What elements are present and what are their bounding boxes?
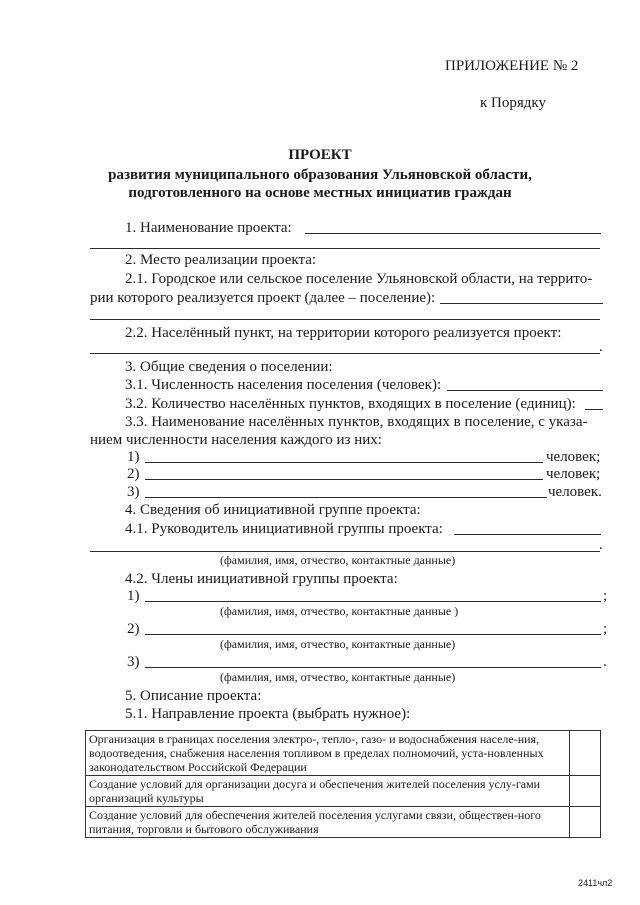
locality-line-end: .	[599, 339, 603, 355]
section-4-2-label: 4.2. Члены инициативной группы проекта:	[125, 571, 398, 587]
section-3-1-label: 3.1. Численность населения поселения (человек):	[125, 377, 442, 393]
section-4-label: 4. Сведения об инициативной группе проекта:	[125, 502, 421, 518]
member-item-line	[145, 667, 601, 668]
project-title: ПРОЕКТ	[288, 147, 352, 163]
locality-line	[90, 353, 600, 354]
direction-row	[86, 731, 601, 776]
member-hint: (фамилия, имя, отчество, контактные данные)	[220, 637, 456, 651]
project-subtitle-line2: подготовленного на основе местных инициатив граждан	[128, 185, 512, 201]
leader-hint: (фамилия, имя, отчество, контактные данные)	[220, 553, 456, 567]
direction-text: Создание условий для обеспечения жителей поселения услугами связи, обществен-ного питания, торговли и бытового обслуживания	[86, 807, 570, 838]
population-line	[447, 390, 603, 391]
leader-line-end: .	[599, 537, 603, 553]
settlement-item-unit: человек;	[546, 466, 601, 482]
settlement-item-line	[145, 462, 543, 463]
direction-text: Организация в границах поселения электро-, тепло-, газо- и водоснабжения населе-ния, водоотведения, снабжения населения топливом в пределах полномочий, уста-новленных законодательством Российской Федерации	[86, 731, 570, 776]
document-code: 2411чл2	[578, 878, 613, 888]
settlement-line-2	[90, 319, 600, 320]
section-1-label: 1. Наименование проекта:	[125, 220, 292, 236]
project-subtitle-line1: развития муниципального образования Ульяновской области,	[108, 167, 532, 183]
direction-row	[86, 776, 601, 807]
member-item-end: ;	[603, 621, 608, 637]
appendix-label: ПРИЛОЖЕНИЕ № 2	[445, 58, 579, 74]
settlement-item-line	[145, 497, 547, 498]
order-label: к Порядку	[480, 95, 546, 111]
settlement-item-unit: человек;	[546, 449, 601, 465]
settlement-item-line	[145, 479, 543, 480]
direction-checkbox[interactable]	[570, 807, 601, 838]
member-item-end: .	[603, 654, 607, 670]
direction-text: Создание условий для организации досуга и обеспечения жителей поселения услу-гами организаций культуры	[86, 776, 570, 807]
member-item-end: ;	[603, 588, 608, 604]
section-3-3-label: 3.3. Наименование населённых пунктов, входящих в поселение, с указа-	[125, 414, 588, 430]
section-3-label: 3. Общие сведения о поселении:	[125, 359, 333, 375]
project-name-line-2	[90, 248, 600, 249]
leader-line	[454, 534, 601, 535]
section-2-1-label: 2.1. Городское или сельское поселение Ульяновской области, на террито-	[125, 271, 593, 287]
member-item-number: 2)	[127, 621, 140, 637]
settlement-line	[440, 303, 603, 304]
settlement-item-number: 2)	[127, 466, 140, 482]
direction-checkbox[interactable]	[570, 731, 601, 776]
direction-table	[85, 730, 601, 838]
section-2-2-label: 2.2. Населённый пункт, на территории которого реализуется проект:	[125, 325, 562, 341]
section-3-3-label-cont: нием численности населения каждого из них:	[90, 432, 382, 448]
localities-count-line	[585, 409, 603, 410]
section-4-1-label: 4.1. Руководитель инициативной группы проекта:	[125, 521, 443, 537]
member-hint: (фамилия, имя, отчество, контактные данные )	[220, 604, 459, 618]
direction-checkbox[interactable]	[570, 776, 601, 807]
settlement-item-number: 3)	[127, 484, 140, 500]
member-item-number: 1)	[127, 588, 140, 604]
member-item-number: 3)	[127, 654, 140, 670]
section-3-2-label: 3.2. Количество населённых пунктов, входящих в поселение (единиц):	[125, 396, 576, 412]
section-2-label: 2. Место реализации проекта:	[125, 252, 317, 268]
settlement-item-number: 1)	[127, 449, 140, 465]
section-2-1-label-cont: рии которого реализуется проект (далее – поселение):	[90, 290, 436, 306]
member-item-line	[145, 601, 601, 602]
direction-row	[86, 807, 601, 838]
settlement-item-unit: человек.	[548, 484, 602, 500]
project-name-line	[305, 233, 601, 234]
section-5-label: 5. Описание проекта:	[125, 688, 262, 704]
member-hint: (фамилия, имя, отчество, контактные данные)	[220, 670, 456, 684]
leader-line-2	[90, 551, 600, 552]
section-5-1-label: 5.1. Направление проекта (выбрать нужное):	[125, 706, 411, 722]
member-item-line	[145, 634, 601, 635]
